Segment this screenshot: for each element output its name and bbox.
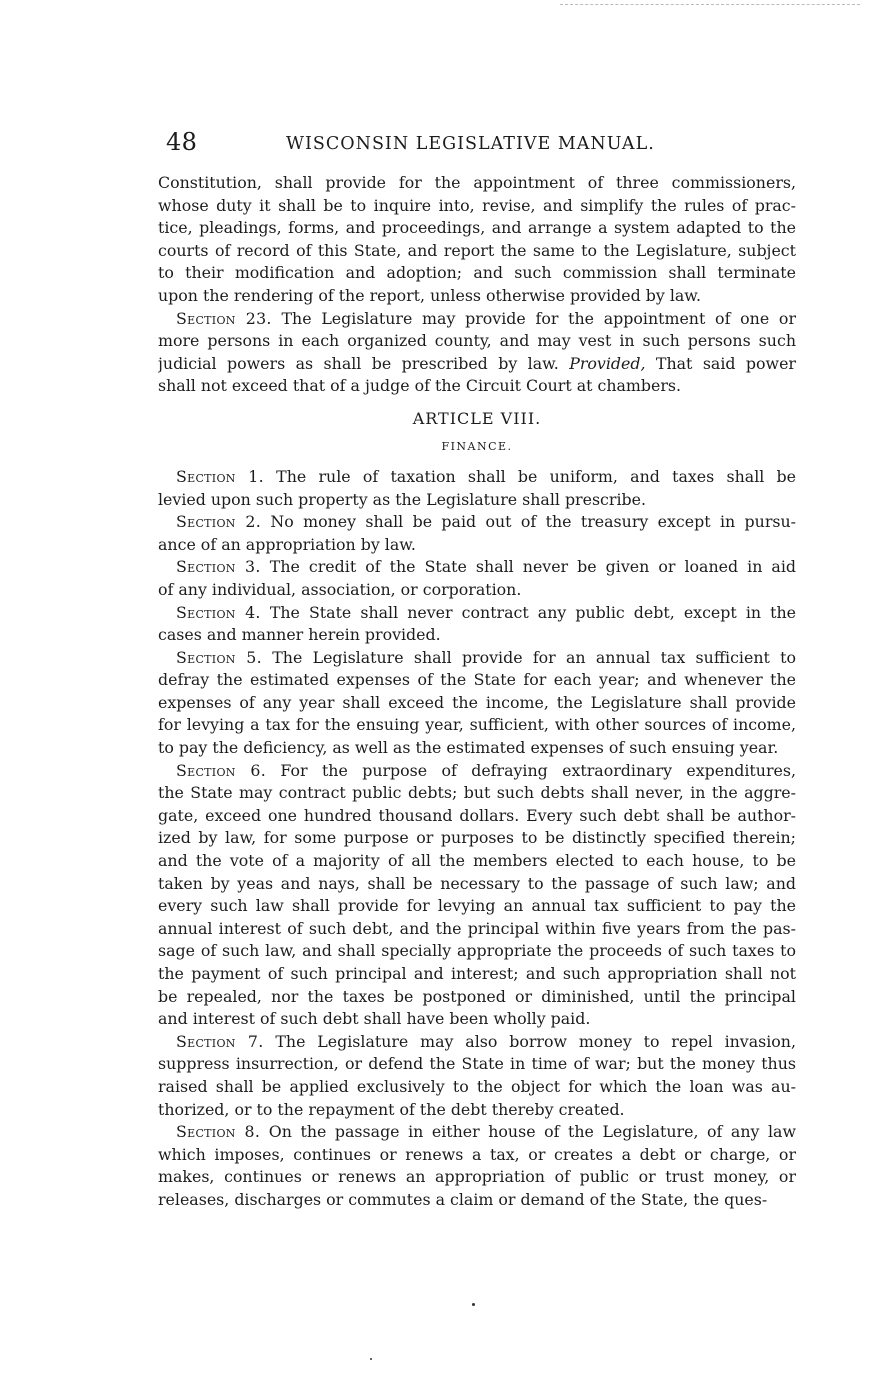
- text-line: courts of record of this State, and report the same to the Legislature, subject: [158, 240, 796, 260]
- section-23-paragraph: [158, 308, 796, 398]
- text-line: [158, 647, 796, 670]
- text-line: of any individual, association, or corporation.: [158, 579, 522, 599]
- section-text: The rule of taxation shall be uniform, and taxes shall be: [276, 466, 796, 486]
- section-text: The Legislature shall provide for an annual tax sufficient to: [272, 647, 796, 667]
- section-paragraph: [158, 1121, 796, 1211]
- scan-speck: [370, 1358, 372, 1360]
- section-label: Section 7.: [176, 1031, 264, 1051]
- text-line: makes, continues or renews an appropriation of public or trust money, or: [158, 1167, 796, 1187]
- text-line: [158, 353, 796, 376]
- text-line: every such law shall provide for levying an annual tax sufficient to pay the: [158, 896, 796, 916]
- section-paragraph: [158, 511, 796, 556]
- text-line: [158, 1031, 796, 1054]
- text-line: more persons in each organized county, and may vest in such persons such: [158, 331, 796, 351]
- scan-speck: [472, 1303, 475, 1306]
- text-line: tice, pleadings, forms, and proceedings, and arrange a system adapted to the: [158, 218, 796, 238]
- text-line: [158, 556, 796, 579]
- text-line: be repealed, nor the taxes be postponed or diminished, until the principal: [158, 986, 796, 1006]
- section-label: Section 3.: [176, 557, 261, 577]
- section-paragraph: [158, 1031, 796, 1121]
- text-line: whose duty it shall be to inquire into, revise, and simplify the rules of prac-: [158, 195, 796, 215]
- text-line: releases, discharges or commutes a claim or demand of the State, the ques-: [158, 1189, 768, 1209]
- provided-word: Provided,: [569, 353, 646, 373]
- section-text: The Legislature may provide for the appointment of one or: [281, 308, 796, 328]
- text-line: thorized, or to the repayment of the debt thereby created.: [158, 1099, 625, 1119]
- text-line: [158, 511, 796, 534]
- section-label: Section 4.: [176, 602, 261, 622]
- text-line: [158, 760, 796, 783]
- text-line: to pay the deficiency, as well as the estimated expenses of such ensuing year.: [158, 738, 779, 758]
- text-line: raised shall be applied exclusively to the object for which the loan was au-: [158, 1076, 796, 1096]
- article-sections: [158, 466, 796, 1212]
- section-paragraph: [158, 556, 796, 601]
- section-label: Section 2.: [176, 512, 262, 532]
- section-label: Section 5.: [176, 647, 262, 667]
- section-text: That said power: [655, 353, 796, 373]
- section-text: The Legislature may also borrow money to repel invasion,: [275, 1031, 796, 1051]
- article-heading: ARTICLE VIII.: [412, 408, 542, 428]
- page-body: [158, 172, 796, 1212]
- section-paragraph: [158, 760, 796, 1031]
- text-line: and the vote of a majority of all the members elected to each house, to be: [158, 851, 796, 871]
- section-label: Section 1.: [176, 466, 264, 486]
- text-line: [158, 466, 796, 489]
- section-paragraph: [158, 466, 796, 511]
- text-line: sage of such law, and shall specially appropriate the proceeds of such taxes to: [158, 941, 796, 961]
- section-text: The State shall never contract any public debt, except in the: [269, 602, 796, 622]
- text-line: the payment of such principal and interest; and such appropriation shall not: [158, 964, 796, 983]
- section-text: On the passage in either house of the Legislature, of any law: [268, 1122, 796, 1142]
- text-line: [158, 1121, 796, 1144]
- section-paragraph: [158, 647, 796, 760]
- text-line: and interest of such debt shall have been wholly paid.: [158, 1009, 591, 1029]
- text-line: the State may contract public debts; but such debts shall never, in the aggre-: [158, 783, 796, 803]
- section-text: For the purpose of defraying extraordinary expenditures,: [280, 760, 796, 780]
- section-text: No money shall be paid out of the treasury except in pursu-: [270, 512, 796, 532]
- section-label: Section 6.: [176, 760, 267, 780]
- text-line: [158, 308, 796, 331]
- text-line: defray the estimated expenses of the State for each year; and whenever the: [158, 670, 796, 690]
- text-line: cases and manner herein provided.: [158, 625, 441, 645]
- section-text: The credit of the State shall never be given or loaned in aid: [269, 557, 796, 577]
- article-subheading: FINANCE.: [441, 439, 513, 453]
- text-line: ance of an appropriation by law.: [158, 534, 416, 554]
- text-line: ized by law, for some purpose or purposes to be distinctly specified therein;: [158, 828, 796, 848]
- text-line: levied upon such property as the Legislature shall prescribe.: [158, 489, 646, 509]
- text-line: suppress insurrection, or defend the State in time of war; but the money thus: [158, 1054, 796, 1074]
- text-line: [158, 602, 796, 625]
- page-header: [166, 128, 796, 160]
- text-line: gate, exceed one hundred thousand dollars. Every such debt shall be author-: [158, 805, 796, 825]
- section-label: Section 23.: [176, 308, 272, 328]
- section-paragraph: [158, 602, 796, 647]
- section-text: judicial powers as shall be prescribed by law.: [158, 353, 559, 373]
- page-number: 48: [166, 128, 198, 156]
- text-line: to their modification and adoption; and such commission shall terminate: [158, 263, 796, 283]
- text-line: upon the rendering of the report, unless otherwise provided by law.: [158, 285, 701, 305]
- section-label: Section 8.: [176, 1122, 261, 1142]
- text-line: which imposes, continues or renews a tax, or creates a debt or charge, or: [158, 1144, 796, 1164]
- text-line: for levying a tax for the ensuing year, sufficient, with other sources of income,: [158, 715, 796, 735]
- text-line: annual interest of such debt, and the principal within five years from the pas-: [158, 918, 796, 938]
- scan-artifact: [560, 4, 860, 6]
- continuation-paragraph: [158, 172, 796, 308]
- text-line: shall not exceed that of a judge of the Circuit Court at chambers.: [158, 376, 682, 396]
- text-line: Constitution, shall provide for the appointment of three commissioners,: [158, 173, 796, 192]
- running-title: WISCONSIN LEGISLATIVE MANUAL.: [286, 134, 655, 154]
- text-line: taken by yeas and nays, shall be necessary to the passage of such law; and: [158, 873, 796, 893]
- text-line: expenses of any year shall exceed the income, the Legislature shall provide: [158, 692, 796, 712]
